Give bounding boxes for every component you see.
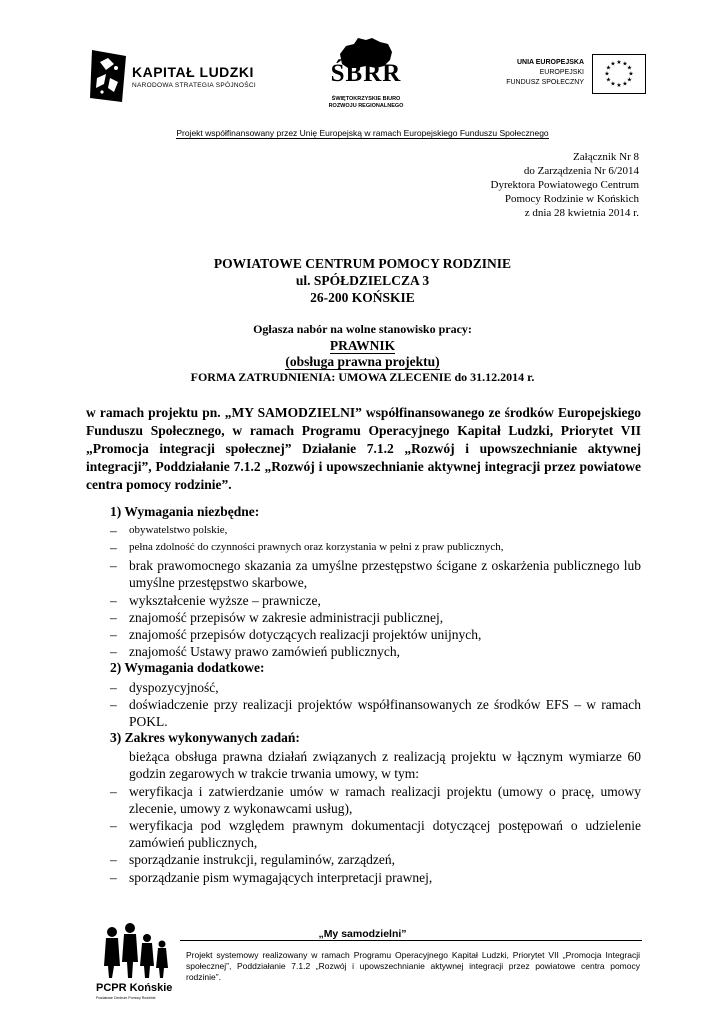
dash-icon: –	[110, 593, 117, 608]
employment-form: FORMA ZATRUDNIENIA: UMOWA ZLECENIE do 31.12.2014 r.	[190, 370, 535, 384]
footer-divider	[180, 940, 642, 941]
eu-line-2: EUROPEJSKI	[539, 69, 584, 76]
dash-icon: –	[110, 680, 117, 695]
eu-flag-icon	[592, 54, 646, 94]
required-title: 1) Wymagania niezbędne:	[110, 504, 260, 519]
position-detail-text: (obsługa prawna projektu)	[285, 354, 440, 369]
org-street: ul. SPÓŁDZIELCZA 3	[295, 273, 430, 288]
kapital-ludzki-subtitle: NARODOWA STRATEGIA SPÓJNOŚCI	[132, 82, 256, 89]
dash-icon: –	[110, 523, 117, 538]
eu-line-3: FUNDUSZ SPOŁECZNY	[506, 79, 584, 86]
cofinancing-note	[0, 128, 725, 138]
sbrr-title: ŚBRR	[330, 60, 402, 87]
svg-text:★: ★	[628, 70, 634, 78]
svg-text:★: ★	[616, 82, 622, 89]
pcpr-subtitle: Powiatowe Centrum Pomocy Rodzinie	[96, 996, 156, 1000]
svg-text:★: ★	[610, 80, 616, 88]
eu-text	[488, 58, 584, 88]
cofinancing-text: Projekt współfinansowany przez Unię Europejską w ramach Europejskiego Funduszu Społecznego	[176, 128, 549, 138]
svg-text:★: ★	[610, 60, 616, 68]
kapital-ludzki-logo	[88, 48, 268, 108]
annex-block	[491, 150, 639, 220]
additional-title: 2) Wymagania dodatkowe:	[110, 660, 265, 675]
annex-line-5: z dnia 28 kwietnia 2014 r.	[524, 207, 639, 219]
family-silhouette-icon	[98, 922, 178, 980]
footer-text: Projekt systemowy realizowany w ramach Programu Operacyjnego Kapitał Ludzki, Priorytet VII „Promocja Integracji społecznej”, Poddziałanie 7.1.2 „Rozwój i upowszechnianie aktywnej integracji przez powiatowe centra pomocy rodzinie”.	[186, 950, 640, 982]
dash-icon: –	[110, 610, 117, 625]
svg-text:★: ★	[626, 76, 633, 84]
svg-text:★: ★	[616, 59, 622, 66]
svg-text:★: ★	[626, 64, 633, 72]
dash-icon: –	[110, 818, 117, 833]
dash-icon: –	[110, 627, 117, 642]
footer-project-name: „My samodzielni”	[318, 928, 407, 940]
position-title-text: PRAWNIK	[329, 338, 396, 353]
kapital-ludzki-title: KAPITAŁ LUDZKI	[132, 64, 254, 80]
svg-text:★: ★	[605, 76, 612, 84]
project-intro: w ramach projektu pn. „MY SAMODZIELNI” współfinansowanego ze środków Europejskiego Funduszu Społecznego, w ramach Programu Operacyjnego Kapitał Ludzki, Priorytet VII „Promocja integracji społecznej” Działanie 7.1.2 „Rozwój i upowszechnianie aktywnej integracji”, Poddziałanie 7.1.2 „Rozwój i upowszechnianie aktywnej integracji przez powiatowe centra pomocy rodzinie”.	[86, 405, 641, 492]
annex-line-4: Pomocy Rodzinie w Końskich	[504, 193, 639, 205]
sbrr-subtitle-1: ŚWIĘTOKRZYSKIE BIURO	[331, 96, 401, 102]
dash-icon: –	[110, 644, 117, 659]
tasks-intro: bieżąca obsługa prawna działań związanych z realizacją projektu w łącznym wymiarze 60 godzin zegarowych w trakcie trwania umowy, w tym:	[129, 749, 641, 781]
dash-icon: –	[110, 852, 117, 867]
dash-icon: –	[110, 558, 117, 573]
svg-text:★: ★	[605, 64, 612, 72]
sbrr-subtitle-2: ROZWOJU REGIONALNEGO	[328, 103, 404, 109]
svg-text:★: ★	[622, 60, 628, 68]
annex-line-2: do Zarządzenia Nr 6/2014	[523, 165, 639, 177]
dash-icon: –	[110, 784, 117, 799]
eu-logo	[488, 52, 650, 100]
kapital-ludzki-emblem-icon	[88, 48, 128, 104]
annex-line-1: Załącznik Nr 8	[573, 151, 639, 163]
org-name: POWIATOWE CENTRUM POMOCY RODZINIE	[213, 256, 512, 271]
pcpr-name: PCPR Końskie	[96, 982, 173, 994]
announcement-lead: Ogłasza nabór na wolne stanowisko pracy:	[253, 322, 472, 336]
dash-icon: –	[110, 697, 117, 712]
svg-text:★: ★	[622, 80, 628, 88]
eu-line-1: UNIA EUROPEJSKA	[516, 59, 584, 66]
org-city: 26-200 KOŃSKIE	[310, 290, 415, 305]
sbrr-logo	[316, 30, 416, 120]
dash-icon: –	[110, 540, 117, 555]
pcpr-logo	[88, 922, 188, 1002]
tasks-title: 3) Zakres wykonywanych zadań:	[110, 730, 300, 745]
position-title	[0, 338, 725, 354]
annex-line-3: Dyrektora Powiatowego Centrum	[490, 179, 639, 191]
svg-text:★: ★	[604, 70, 610, 78]
dash-icon: –	[110, 870, 117, 885]
position-detail	[0, 354, 725, 370]
